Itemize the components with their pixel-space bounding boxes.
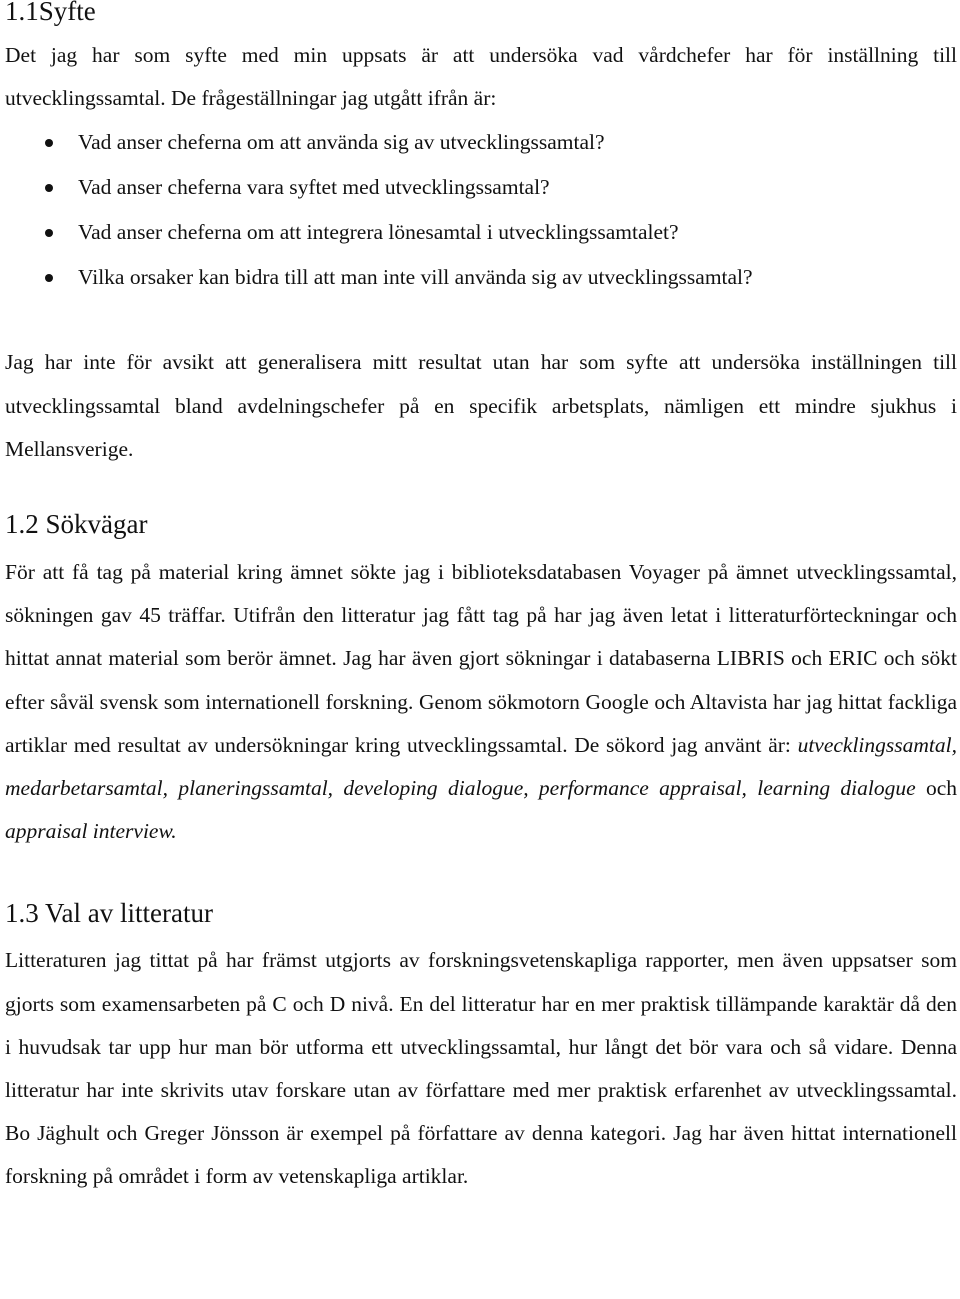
question-list (5, 120, 957, 300)
bullet-icon (45, 139, 53, 147)
search-keywords: utvecklingssamtal, medarbetarsamtal, planeringssamtal, developing dialogue, performance appraisal, learning dialogue (5, 732, 957, 801)
list-item-text: Vad anser cheferna om att integrera lönesamtal i utvecklingssamtalet? (78, 220, 679, 245)
keywords-connector: och (915, 776, 957, 801)
syfte-scope-paragraph: Jag har inte för avsikt att generalisera mitt resultat utan har som syfte att undersöka inställningen till utvecklingssamtal bland avdelningschefer på en specifik arbetsplats, nämligen ett mindre sjukhus i Mellansverige. (5, 350, 957, 461)
list-item (5, 165, 957, 210)
list-item-text: Vilka orsaker kan bidra till att man inte vill använda sig av utvecklingssamtal? (78, 265, 753, 290)
bullet-icon (45, 274, 53, 282)
document-page (5, 0, 957, 1199)
section-heading-syfte: 1.1Syfte (5, 0, 96, 26)
last-search-keyword: appraisal interview. (5, 819, 177, 844)
list-item-text: Vad anser cheferna om att använda sig av utvecklingssamtal? (78, 130, 605, 155)
sokvagar-text: För att få tag på material kring ämnet sökte jag i biblioteksdatabasen Voyager på ämnet utvecklingssamtal, sökningen gav 45 träffar. Utifrån den litteratur jag fått tag på har jag även letat i litteraturförteckningar och hittat annat material som berör ämnet. Jag har även gjort sökningar i databaserna LIBRIS och ERIC och sökt efter såväl svensk som internationell forskning. Genom sökmotorn Google och Altavista har jag hittat fackliga artiklar med resultat av undersökningar kring utvecklingssamtal. De sökord jag använt är: (5, 560, 957, 757)
list-item (5, 120, 957, 165)
syfte-intro-paragraph: Det jag har som syfte med min uppsats är att undersöka vad vårdchefer har för inställning till utvecklingssamtal. De frågeställningar jag utgått ifrån är: (5, 43, 957, 111)
section-heading-val-av-litteratur: 1.3 Val av litteratur (5, 898, 213, 929)
list-item-text: Vad anser cheferna vara syftet med utvecklingssamtal? (78, 175, 550, 200)
list-item (5, 210, 957, 255)
bullet-icon (45, 229, 53, 237)
section-heading-sokvagar: 1.2 Sökvägar (5, 509, 148, 540)
list-item (5, 255, 957, 300)
bullet-icon (45, 184, 53, 192)
litteratur-paragraph: Litteraturen jag tittat på har främst utgjorts av forskningsvetenskapliga rapporter, men även uppsatser som gjorts som examensarbeten på C och D nivå. En del litteratur har en mer praktisk tillämpande karaktär då den i huvudsak tar upp hur man bör utforma ett utvecklingssamtal, hur långt det bör vara och så vidare. Denna litteratur har inte skrivits utav forskare utan av författare med mer praktisk erfarenhet av utvecklingssamtal. Bo Jäghult och Greger Jönsson är exempel på författare av denna kategori. Jag har även hittat internationell forskning på området i form av vetenskapliga artiklar. (5, 948, 957, 1189)
sokvagar-paragraph (5, 551, 957, 853)
